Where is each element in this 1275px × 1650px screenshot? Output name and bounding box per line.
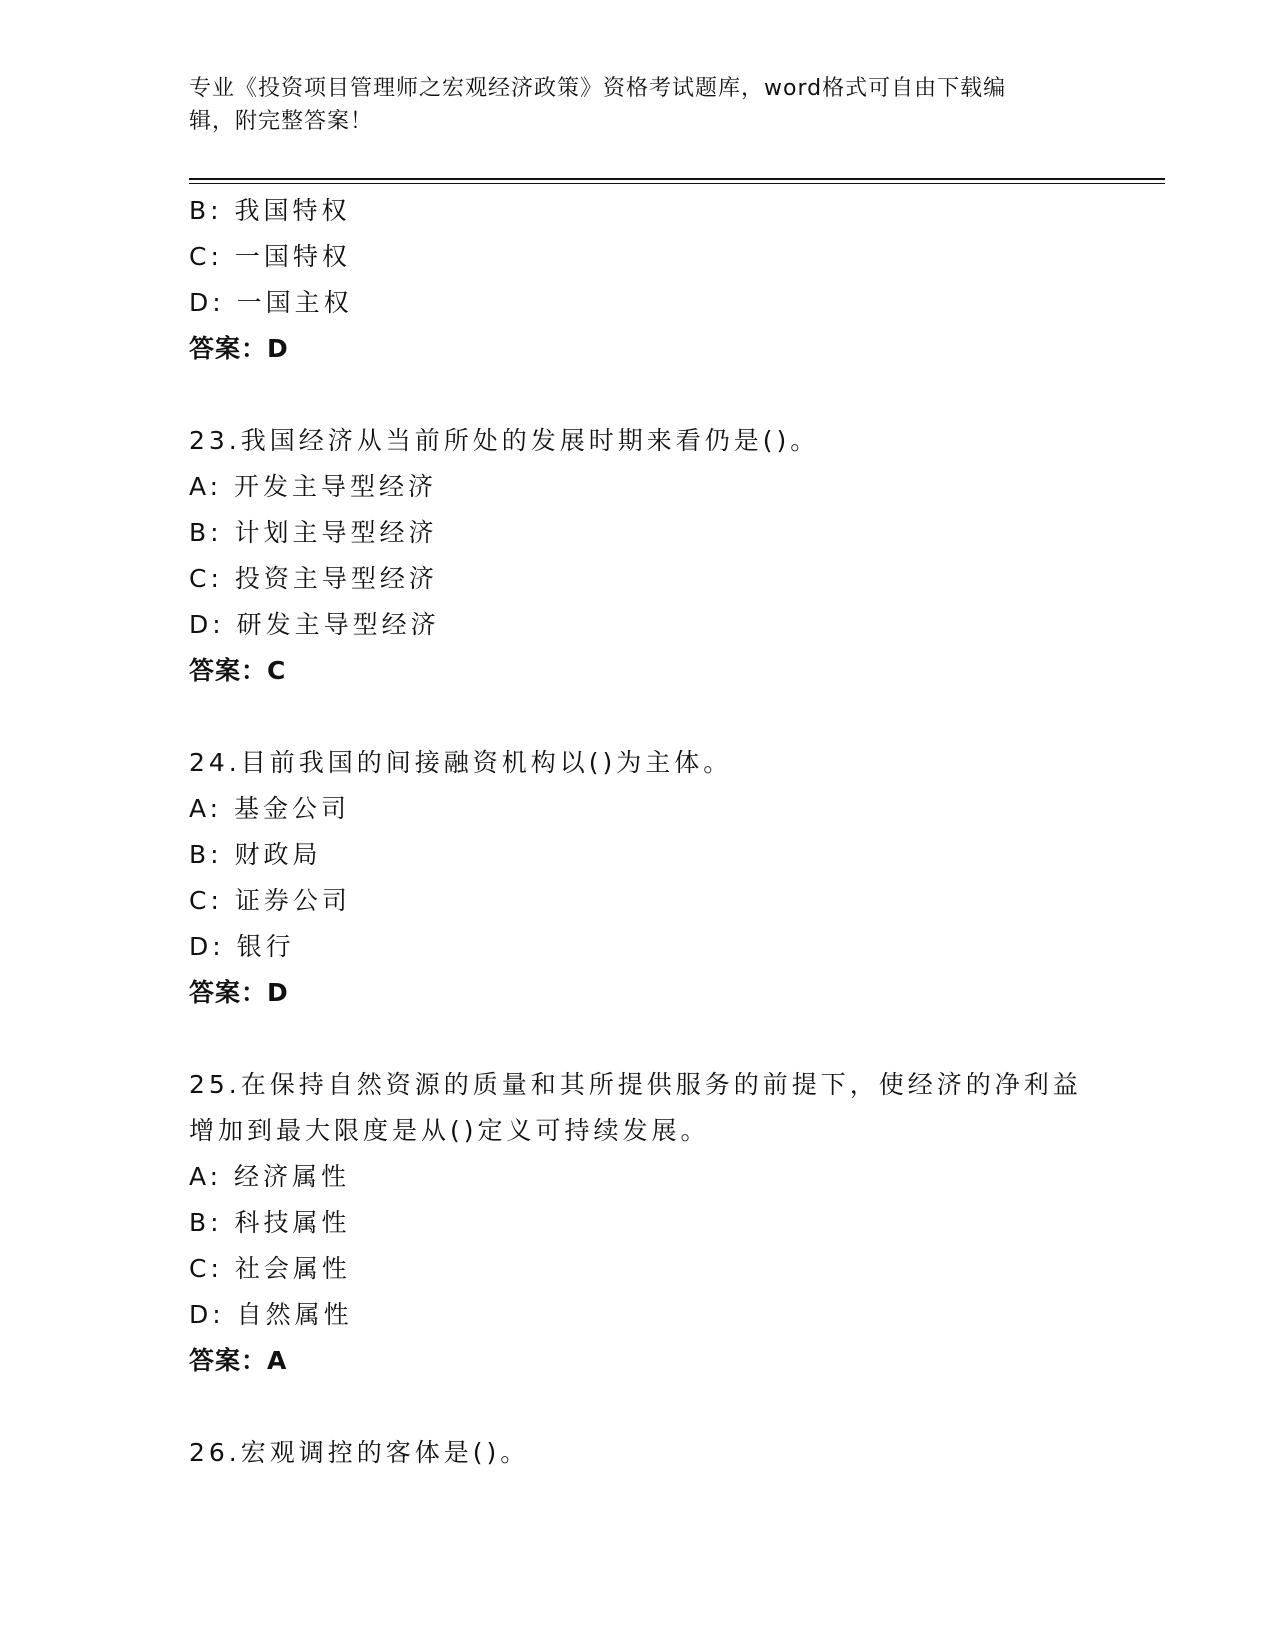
- question-stem-line-2: 增加到最大限度是从()定义可持续发展。: [189, 1116, 710, 1145]
- option-b: B: 计划主导型经济: [189, 518, 438, 547]
- option-c: C: 一国特权: [189, 242, 351, 271]
- option-c: C: 投资主导型经济: [189, 564, 438, 593]
- option-a: A: 经济属性: [189, 1162, 351, 1191]
- option-d: D: 一国主权: [189, 288, 353, 317]
- option-c: C: 社会属性: [189, 1254, 351, 1283]
- header-line-1: 专业《投资项目管理师之宏观经济政策》资格考试题库，word格式可自由下载编: [189, 76, 1007, 101]
- option-c: C: 证券公司: [189, 886, 351, 915]
- option-a: A: 基金公司: [189, 794, 351, 823]
- option-d: D: 研发主导型经济: [189, 610, 440, 639]
- header-line-2: 辑，附完整答案！: [189, 109, 374, 134]
- option-d: D: 自然属性: [189, 1300, 353, 1329]
- question-stem: 26.宏观调控的客体是()。: [189, 1438, 530, 1467]
- option-b: B: 科技属性: [189, 1208, 351, 1237]
- question-stem: 24.目前我国的间接融资机构以()为主体。: [189, 748, 733, 777]
- header-rule-thick: [189, 178, 1165, 180]
- answer-line: 答案：C: [189, 656, 287, 685]
- question-stem-line-1: 25.在保持自然资源的质量和其所提供服务的前提下，使经济的净利益: [189, 1070, 1082, 1099]
- header-rule-thin: [189, 183, 1165, 184]
- option-b: B: 财政局: [189, 840, 322, 869]
- answer-line: 答案：D: [189, 978, 289, 1007]
- answer-line: 答案：D: [189, 334, 289, 363]
- question-25: [189, 1062, 1129, 1384]
- question-26: [189, 1430, 1129, 1476]
- question-24: [189, 740, 1129, 1016]
- option-d: D: 银行: [189, 932, 295, 961]
- option-a: A: 开发主导型经济: [189, 472, 438, 501]
- answer-line: 答案：A: [189, 1346, 288, 1375]
- question-23: [189, 418, 1129, 694]
- question-22-partial: [189, 188, 1129, 372]
- document-header: [189, 72, 1089, 138]
- question-list: [189, 188, 1129, 1476]
- question-stem: 23.我国经济从当前所处的发展时期来看仍是()。: [189, 426, 820, 455]
- option-b: B: 我国特权: [189, 196, 351, 225]
